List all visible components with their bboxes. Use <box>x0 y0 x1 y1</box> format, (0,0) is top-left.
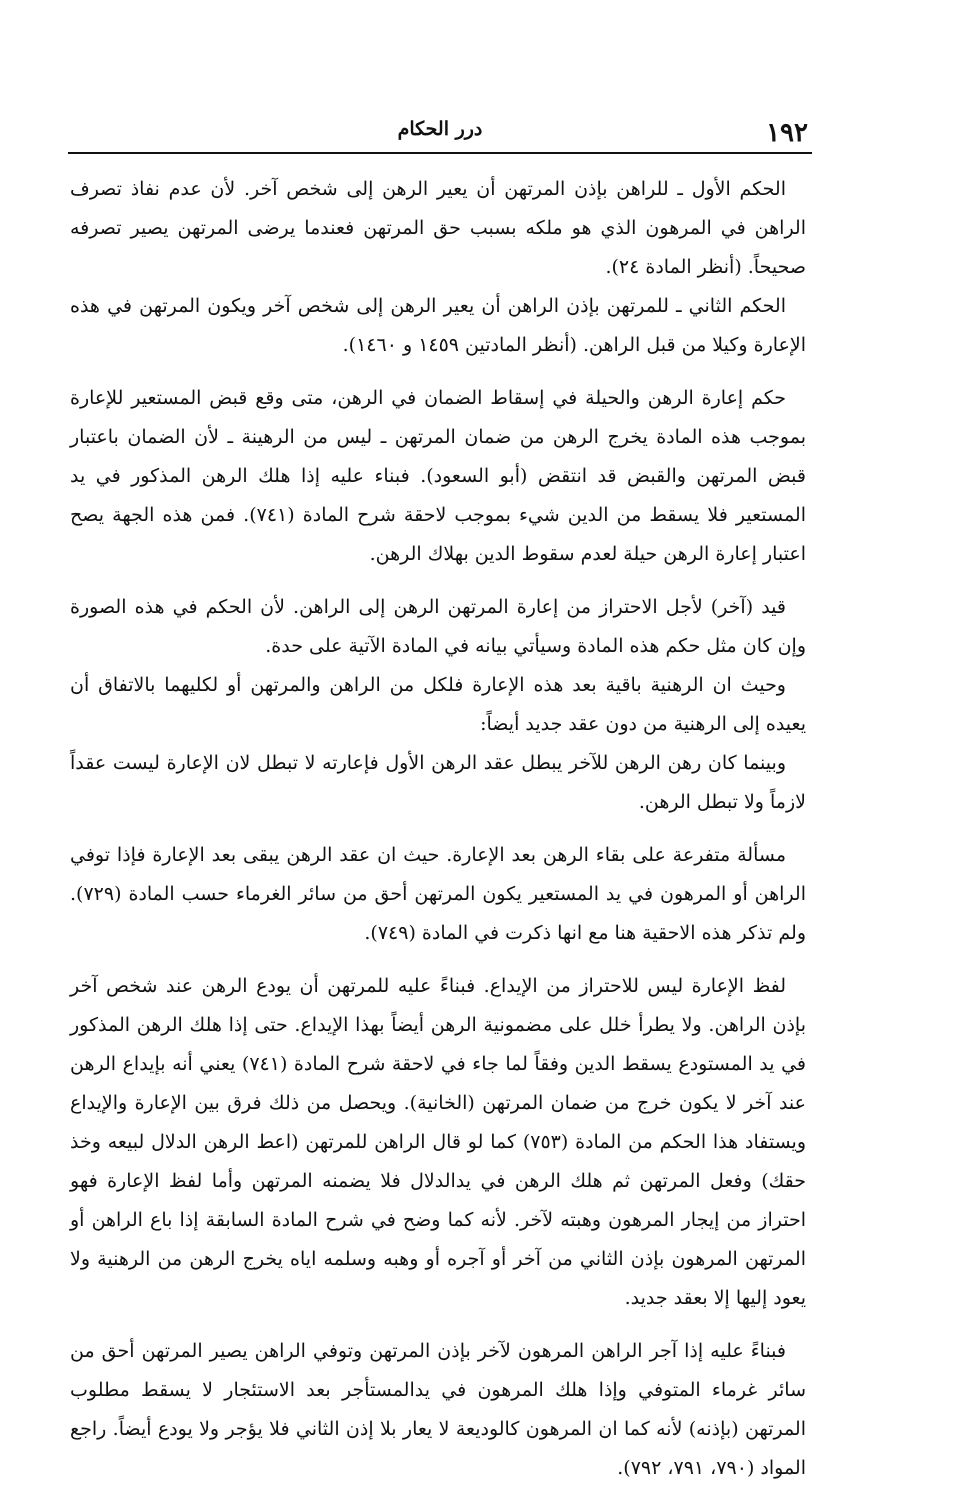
paragraph-lending-pledge: حكم إعارة الرهن والحيلة في إسقاط الضمان في الرهن، متى وقع قبض المستعير للإعارة بموجب هذه المادة يخرج الرهن من ضمان المرتهن ـ ليس من الرهينة ـ لأن الضمان باعتبار قبض المرتهن والقبض قد انتقض (أبو السعود). فبناء عليه إذا هلك الرهن المذكور في يد المستعير فلا يسقط من الدين شيء بموجب لاحقة شرح المادة (٧٤١). فمن هذه الجهة يصح اعتبار إعارة الرهن حيلة لعدم سقوط الدين بهلاك الرهن. <box>70 387 806 565</box>
paragraph-second-ruling: الحكم الثاني ـ للمرتهن بإذن الراهن أن يعير الرهن إلى شخص آخر ويكون المرتهن في هذه الإعارة وكيلا من قبل الراهن. (أنظر المادتين ١٤٥٩ و ١٤٦٠). <box>70 295 806 356</box>
paragraph-derived-issue: مسألة متفرعة على بقاء الرهن بعد الإعارة. حيث ان عقد الرهن يبقى بعد الإعارة فإذا توفي الراهن أو المرهون في يد المستعير يكون المرتهن أحق من سائر الغرماء حسب المادة (٧٢٩). ولم تذكر هذه الاحقية هنا مع انها ذكرت في المادة (٧٤٩). <box>70 844 806 944</box>
paragraph-deposit: لفظ الإعارة ليس للاحتراز من الإيداع. فبناءً عليه للمرتهن أن يودع الرهن عند شخص آخر بإذن الراهن. ولا يطرأ خلل على مضمونية الرهن أيضاً بهذا الإيداع. حتى إذا هلك الرهن المذكور في يد المستودع يسقط الدين وفقاً لما جاء في لاحقة شرح المادة (٧٤١) يعني أنه بإيداع الرهن عند آخر لا يكون خرج من ضمان المرتهن (الخانية). ويحصل من ذلك فرق بين الإعارة والإيداع ويستفاد هذا الحكم من المادة (٧٥٣) كما لو قال الراهن للمرتهن (اعط الرهن الدلال لبيعه وخذ حقك) وفعل المرتهن ثم هلك الرهن في يدالدلال فلا يضمنه المرتهن وأما لفظ الإعارة فهو احتراز من إيجار المرهون وهبته لآخر. لأنه كما وضح في شرح المادة السابقة إذا باع الراهن أو المرتهن المرهون بإذن الثاني من آخر أو آجره أو وهبه وسلمه اياه يخرج الرهن من الرهنية ولا يعود إليها إلا بعقد جديد. <box>70 975 806 1309</box>
body-text <box>70 170 806 1488</box>
page-header <box>68 112 812 154</box>
paragraph-lease: فبناءً عليه إذا آجر الراهن المرهون لآخر بإذن المرتهن وتوفي الراهن يصير المرتهن أحق من سائر غرماء المتوفي وإذا هلك المرهون في يدالمستأجر بعد الاستئجار لا يسقط مطلوب المرتهن (بإذنه) لأنه كما ان المرهون كالوديعة لا يعار بلا إذن الثاني فلا يؤجر ولا يودع أيضاً. راجع المواد (٧٩٠، ٧٩١، ٧٩٢). <box>70 1340 806 1479</box>
page-number: ١٩٢ <box>766 118 808 148</box>
paragraph-first-ruling: الحكم الأول ـ للراهن بإذن المرتهن أن يعير الرهن إلى شخص آخر. لأن عدم نفاذ تصرف الراهن في المرهون الذي هو ملكه بسبب حق المرتهن فعندما يرضى المرتهن يصير تصرفه صحيحاً. (أنظر المادة ٢٤). <box>70 178 806 278</box>
paragraph-pledge-remains: وحيث ان الرهنية باقية بعد هذه الإعارة فلكل من الراهن والمرتهن أو لكليهما بالاتفاق أن يعيده إلى الرهنية من دون عقد جديد أيضاً: <box>70 674 806 735</box>
paragraph-restriction-other: قيد (آخر) لأجل الاحتراز من إعارة المرتهن الرهن إلى الراهن. لأن الحكم في هذه الصورة وإن كان مثل حكم هذه المادة وسيأتي بيانه في المادة الآتية على حدة. <box>70 596 806 657</box>
paragraph-repledge: وبينما كان رهن الرهن للآخر يبطل عقد الرهن الأول فإعارته لا تبطل لان الإعارة ليست عقداً لازماً ولا تبطل الرهن. <box>70 752 806 813</box>
running-title: درر الحكام <box>397 118 483 140</box>
